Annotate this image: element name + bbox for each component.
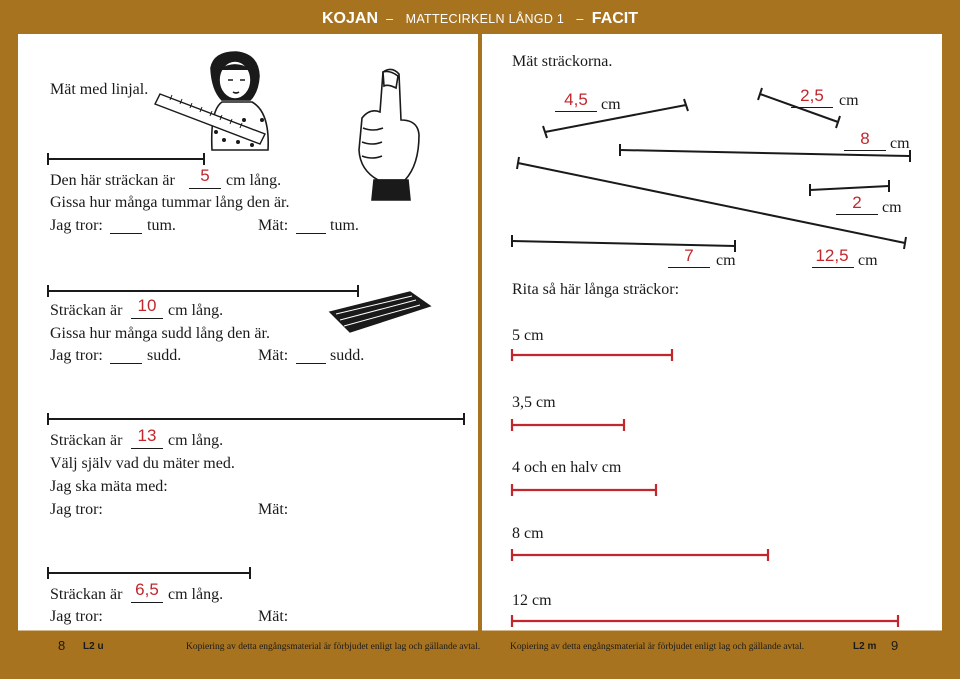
answer-key-label: FACIT (591, 10, 639, 27)
ex1-statement: Den här sträckan är (50, 172, 175, 189)
section-title: MATTECIRKELN LÅNGD 1 (405, 12, 565, 26)
ex4-answer: 6,5 (135, 580, 159, 599)
ex1-blank (189, 188, 221, 189)
measure-answer-1: 4,5 (564, 90, 588, 109)
draw-label-5: 12 cm (512, 592, 552, 609)
measure-answer-5: 7 (684, 246, 694, 265)
girl-with-ruler-illustration (155, 52, 268, 150)
ex3-instruction: Välj själv vad du mäter med. (50, 455, 235, 472)
ex2-question: Gissa hur många sudd lång den är. (50, 325, 270, 342)
ex1-measure-blank[interactable] (296, 233, 326, 234)
ex1-answer: 5 (200, 166, 210, 185)
header-title: KOJAN – MATTECIRKELN LÅNGD 1 – FACIT (321, 10, 639, 27)
ex3-answer: 13 (137, 426, 157, 445)
ex4-statement: Sträckan är (50, 586, 123, 603)
drawn-answer-segments (512, 349, 898, 627)
ex2-statement: Sträckan är (50, 302, 123, 319)
ex1-guess-blank[interactable] (110, 233, 142, 234)
draw-label-2: 3,5 cm (512, 394, 556, 411)
right-segments (512, 88, 910, 252)
left-copyright: Kopiering av detta engångsmaterial är förbjudet enligt lag och gällande avtal. (186, 642, 481, 652)
brand: KOJAN (321, 10, 378, 27)
left-intro: Mät med linjal. (50, 81, 149, 98)
right-page-number: 9 (891, 638, 899, 653)
draw-intro: Rita så här långa sträckor: (512, 281, 680, 298)
left-page-number: 8 (58, 638, 66, 653)
draw-label-3: 4 och en halv cm (512, 459, 622, 476)
draw-label-4: 8 cm (512, 525, 544, 542)
ex2-guess-blank[interactable] (110, 363, 142, 364)
right-level-badge: L2 m (853, 641, 877, 652)
right-copyright: Kopiering av detta engångsmaterial är förbjudet enligt lag och gällande avtal. (510, 642, 805, 652)
left-level-badge: L2 u (83, 641, 104, 652)
thumb-illustration (359, 69, 419, 200)
measure-answer-3: 8 (860, 129, 870, 148)
ex3-statement: Sträckan är (50, 432, 123, 449)
ex1-question: Gissa hur många tummar lång den är. (50, 194, 290, 211)
left-segments (48, 153, 464, 579)
draw-label-1: 5 cm (512, 327, 544, 344)
measure-answer-4: 2 (852, 193, 862, 212)
ex2-answer: 10 (137, 296, 157, 315)
eraser-illustration (330, 292, 430, 332)
measure-answer-2: 2,5 (800, 86, 824, 105)
right-intro: Mät sträckorna. (512, 53, 613, 70)
measure-answer-6: 12,5 (815, 246, 849, 265)
ex2-measure-blank[interactable] (296, 363, 326, 364)
